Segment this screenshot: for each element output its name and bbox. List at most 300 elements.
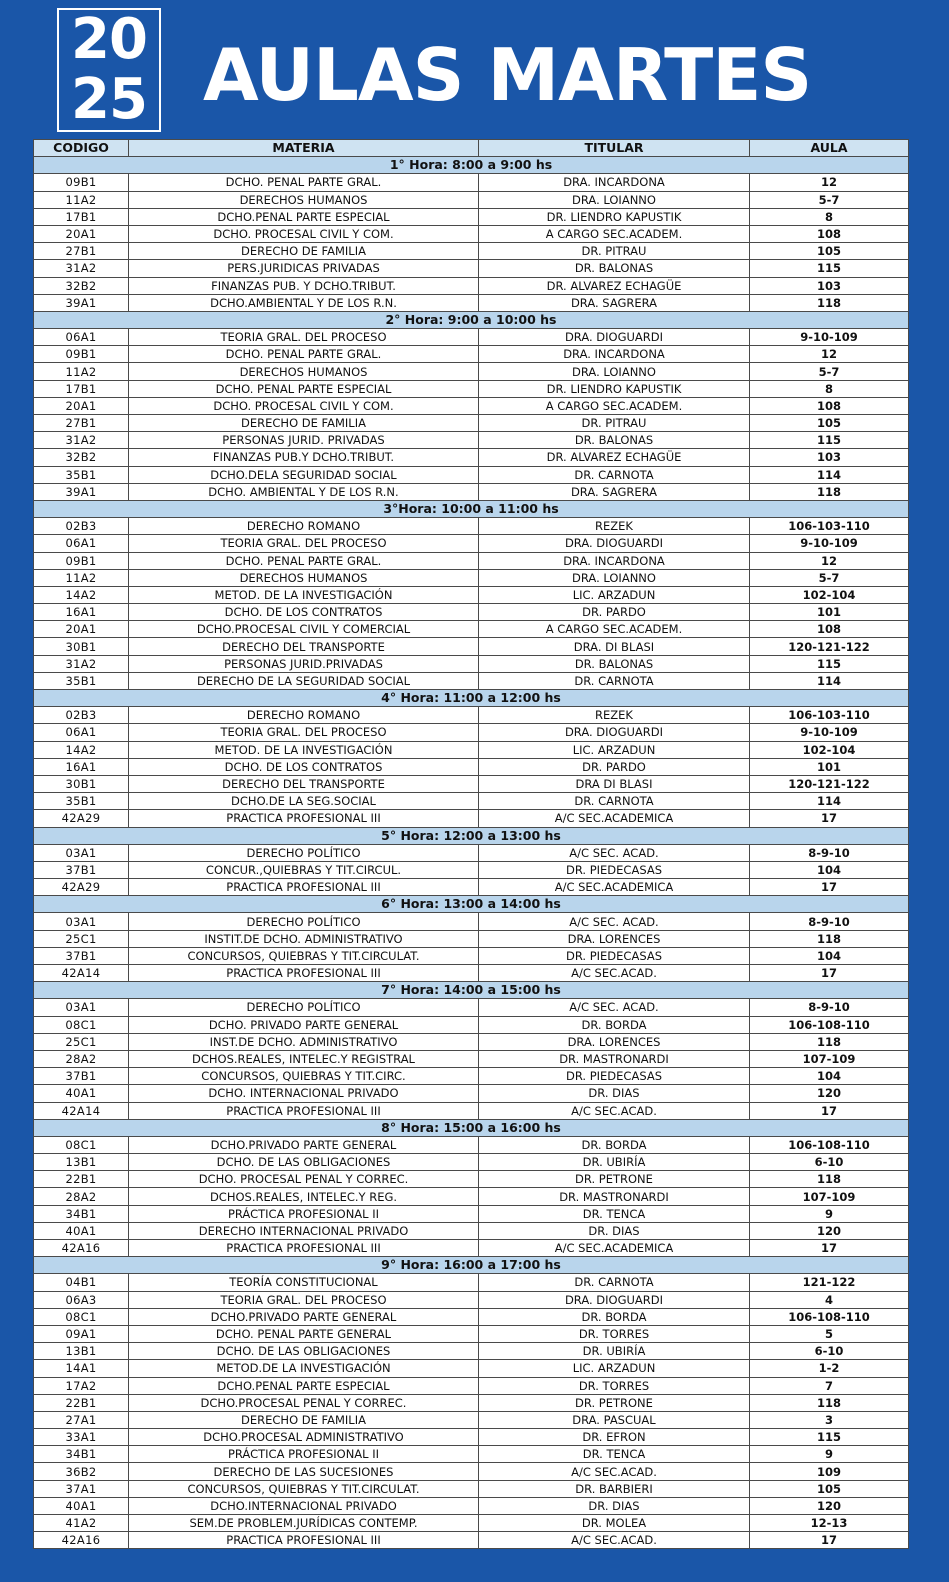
cell-codigo: 28A2	[34, 1188, 129, 1205]
cell-codigo: 36B2	[34, 1463, 129, 1480]
cell-materia: DCHO. DE LOS CONTRATOS	[129, 604, 479, 621]
cell-codigo: 09A1	[34, 1325, 129, 1342]
table-row	[34, 1515, 909, 1532]
cell-materia: DCHO.INTERNACIONAL PRIVADO	[129, 1497, 479, 1514]
cell-aula: 115	[750, 260, 909, 277]
cell-codigo: 09B1	[34, 346, 129, 363]
table-row	[34, 655, 909, 672]
cell-codigo: 03A1	[34, 999, 129, 1016]
table-row	[34, 741, 909, 758]
cell-titular: DR. DIAS	[479, 1222, 750, 1239]
cell-titular: DR. PETRONE	[479, 1394, 750, 1411]
cell-titular: DRA. INCARDONA	[479, 346, 750, 363]
cell-materia: DCHO.DELA SEGURIDAD SOCIAL	[129, 466, 479, 483]
cell-titular: A/C SEC.ACAD.	[479, 1463, 750, 1480]
cell-materia: PRÁCTICA PROFESIONAL II	[129, 1205, 479, 1222]
cell-codigo: 28A2	[34, 1050, 129, 1067]
cell-titular: DR. TENCA	[479, 1205, 750, 1222]
table-row	[34, 397, 909, 414]
table-row	[34, 1274, 909, 1291]
cell-codigo: 42A14	[34, 965, 129, 982]
table-row	[34, 346, 909, 363]
cell-codigo: 20A1	[34, 225, 129, 242]
cell-aula: 12	[750, 346, 909, 363]
table-row	[34, 672, 909, 689]
cell-titular: A/C SEC.ACAD.	[479, 1532, 750, 1549]
table-row	[34, 621, 909, 638]
table-row	[34, 225, 909, 242]
cell-titular: DRA. DIOGUARDI	[479, 724, 750, 741]
cell-aula: 8	[750, 208, 909, 225]
table-row	[34, 449, 909, 466]
cell-aula: 118	[750, 1394, 909, 1411]
hour-label: 5° Hora: 12:00 a 13:00 hs	[34, 827, 909, 844]
table-row	[34, 844, 909, 861]
cell-titular: REZEK	[479, 518, 750, 535]
cell-titular: DR. BARBIERI	[479, 1480, 750, 1497]
cell-materia: DERECHO POLÍTICO	[129, 999, 479, 1016]
cell-codigo: 42A16	[34, 1532, 129, 1549]
cell-materia: DERECHO ROMANO	[129, 518, 479, 535]
cell-aula: 120	[750, 1497, 909, 1514]
cell-codigo: 31A2	[34, 260, 129, 277]
table-row	[34, 1222, 909, 1239]
cell-codigo: 34B1	[34, 1446, 129, 1463]
cell-titular: DR. PIEDECASAS	[479, 947, 750, 964]
cell-materia: PRACTICA PROFESIONAL III	[129, 1240, 479, 1257]
cell-codigo: 33A1	[34, 1429, 129, 1446]
year-badge	[57, 8, 161, 132]
hour-label: 8° Hora: 15:00 a 16:00 hs	[34, 1119, 909, 1136]
cell-aula: 115	[750, 655, 909, 672]
cell-codigo: 09B1	[34, 174, 129, 191]
cell-titular: A/C SEC. ACAD.	[479, 913, 750, 930]
cell-aula: 118	[750, 1033, 909, 1050]
table-row	[34, 432, 909, 449]
table-row	[34, 1136, 909, 1153]
cell-titular: DRA. LOIANNO	[479, 569, 750, 586]
cell-codigo: 06A1	[34, 724, 129, 741]
cell-titular: DRA DI BLASI	[479, 775, 750, 792]
cell-aula: 106-108-110	[750, 1308, 909, 1325]
cell-materia: PERS.JURIDICAS PRIVADAS	[129, 260, 479, 277]
cell-titular: DRA. DIOGUARDI	[479, 329, 750, 346]
cell-aula: 118	[750, 930, 909, 947]
cell-materia: PRACTICA PROFESIONAL III	[129, 1532, 479, 1549]
cell-titular: DR. UBIRÍA	[479, 1154, 750, 1171]
cell-codigo: 09B1	[34, 552, 129, 569]
table-row	[34, 879, 909, 896]
cell-materia: DCHO. PRIVADO PARTE GENERAL	[129, 1016, 479, 1033]
cell-materia: DCHO.DE LA SEG.SOCIAL	[129, 793, 479, 810]
cell-codigo: 34B1	[34, 1205, 129, 1222]
table-row	[34, 1085, 909, 1102]
cell-titular: DR. ALVAREZ ECHAGÜE	[479, 449, 750, 466]
table-row	[34, 638, 909, 655]
cell-titular: DR. PITRAU	[479, 243, 750, 260]
cell-codigo: 08C1	[34, 1308, 129, 1325]
cell-codigo: 17A2	[34, 1377, 129, 1394]
cell-materia: INSTIT.DE DCHO. ADMINISTRATIVO	[129, 930, 479, 947]
table-row	[34, 1240, 909, 1257]
cell-codigo: 35B1	[34, 672, 129, 689]
table-row	[34, 1033, 909, 1050]
cell-materia: DERECHO DE FAMILIA	[129, 1411, 479, 1428]
table-row	[34, 861, 909, 878]
cell-materia: TEORIA GRAL. DEL PROCESO	[129, 329, 479, 346]
table-row	[34, 552, 909, 569]
cell-titular: DR. MOLEA	[479, 1515, 750, 1532]
cell-materia: CONCURSOS, QUIEBRAS Y TIT.CIRC.	[129, 1068, 479, 1085]
table-row	[34, 1446, 909, 1463]
cell-codigo: 17B1	[34, 380, 129, 397]
cell-materia: DERECHOS HUMANOS	[129, 569, 479, 586]
cell-materia: DCHO. PENAL PARTE GRAL.	[129, 552, 479, 569]
cell-titular: A CARGO SEC.ACADEM.	[479, 397, 750, 414]
cell-codigo: 35B1	[34, 793, 129, 810]
cell-aula: 5-7	[750, 569, 909, 586]
cell-codigo: 04B1	[34, 1274, 129, 1291]
cell-codigo: 42A29	[34, 879, 129, 896]
table-row	[34, 569, 909, 586]
cell-materia: DCHOS.REALES, INTELEC.Y REG.	[129, 1188, 479, 1205]
cell-codigo: 06A1	[34, 329, 129, 346]
cell-titular: DR. BALONAS	[479, 432, 750, 449]
cell-materia: DCHO. PENAL PARTE GRAL.	[129, 174, 479, 191]
cell-codigo: 42A29	[34, 810, 129, 827]
cell-titular: DRA. PASCUAL	[479, 1411, 750, 1428]
table-row	[34, 174, 909, 191]
cell-codigo: 08C1	[34, 1136, 129, 1153]
cell-aula: 8	[750, 380, 909, 397]
cell-materia: PERSONAS JURID.PRIVADAS	[129, 655, 479, 672]
cell-aula: 5-7	[750, 191, 909, 208]
cell-materia: CONCURSOS, QUIEBRAS Y TIT.CIRCULAT.	[129, 1480, 479, 1497]
cell-titular: A/C SEC.ACAD.	[479, 965, 750, 982]
table-row	[34, 1429, 909, 1446]
cell-materia: DCHO.PENAL PARTE ESPECIAL	[129, 1377, 479, 1394]
cell-materia: DERECHO DE FAMILIA	[129, 415, 479, 432]
cell-titular: DR. CARNOTA	[479, 793, 750, 810]
cell-codigo: 17B1	[34, 208, 129, 225]
cell-titular: A/C SEC.ACADEMICA	[479, 879, 750, 896]
cell-titular: DR. PARDO	[479, 604, 750, 621]
cell-codigo: 02B3	[34, 518, 129, 535]
hour-row	[34, 896, 909, 913]
cell-materia: DERECHO DE FAMILIA	[129, 243, 479, 260]
cell-titular: DR. DIAS	[479, 1497, 750, 1514]
cell-codigo: 42A16	[34, 1240, 129, 1257]
cell-materia: DERECHO DEL TRANSPORTE	[129, 775, 479, 792]
cell-materia: DCHO. PROCESAL CIVIL Y COM.	[129, 225, 479, 242]
cell-materia: PERSONAS JURID. PRIVADAS	[129, 432, 479, 449]
cell-codigo: 13B1	[34, 1154, 129, 1171]
cell-codigo: 03A1	[34, 913, 129, 930]
cell-aula: 6-10	[750, 1343, 909, 1360]
cell-materia: DERECHOS HUMANOS	[129, 191, 479, 208]
cell-titular: DRA. INCARDONA	[479, 552, 750, 569]
table-row	[34, 518, 909, 535]
cell-materia: DCHO.PRIVADO PARTE GENERAL	[129, 1136, 479, 1153]
hour-row	[34, 982, 909, 999]
cell-aula: 118	[750, 483, 909, 500]
cell-aula: 120-121-122	[750, 638, 909, 655]
table-row	[34, 277, 909, 294]
cell-titular: DR. LIENDRO KAPUSTIK	[479, 208, 750, 225]
cell-codigo: 14A2	[34, 586, 129, 603]
cell-aula: 17	[750, 965, 909, 982]
table-row	[34, 1050, 909, 1067]
cell-codigo: 40A1	[34, 1222, 129, 1239]
cell-materia: DERECHO DE LA SEGURIDAD SOCIAL	[129, 672, 479, 689]
cell-codigo: 37B1	[34, 947, 129, 964]
cell-aula: 106-108-110	[750, 1016, 909, 1033]
cell-titular: DRA. DIOGUARDI	[479, 1291, 750, 1308]
table-row	[34, 1463, 909, 1480]
header-row	[34, 140, 909, 157]
cell-codigo: 31A2	[34, 432, 129, 449]
cell-aula: 115	[750, 432, 909, 449]
cell-materia: FINANZAS PUB.Y DCHO.TRIBUT.	[129, 449, 479, 466]
table-row	[34, 1171, 909, 1188]
cell-titular: DR. CARNOTA	[479, 1274, 750, 1291]
cell-aula: 104	[750, 947, 909, 964]
cell-materia: PRACTICA PROFESIONAL III	[129, 1102, 479, 1119]
hour-row	[34, 827, 909, 844]
hour-label: 3°Hora: 10:00 a 11:00 hs	[34, 500, 909, 517]
table-row	[34, 1188, 909, 1205]
hour-row	[34, 500, 909, 517]
hour-row	[34, 157, 909, 174]
cell-titular: DR. PITRAU	[479, 415, 750, 432]
cell-aula: 7	[750, 1377, 909, 1394]
hour-row	[34, 1257, 909, 1274]
table-row	[34, 1291, 909, 1308]
cell-materia: DCHO. INTERNACIONAL PRIVADO	[129, 1085, 479, 1102]
cell-codigo: 39A1	[34, 483, 129, 500]
cell-materia: METOD. DE LA INVESTIGACIÓN	[129, 741, 479, 758]
cell-codigo: 03A1	[34, 844, 129, 861]
cell-titular: DR. MASTRONARDI	[479, 1188, 750, 1205]
cell-aula: 108	[750, 397, 909, 414]
cell-aula: 120	[750, 1085, 909, 1102]
cell-titular: DR. LIENDRO KAPUSTIK	[479, 380, 750, 397]
cell-aula: 9	[750, 1446, 909, 1463]
cell-codigo: 32B2	[34, 449, 129, 466]
cell-codigo: 11A2	[34, 363, 129, 380]
cell-titular: A/C SEC.ACAD.	[479, 1102, 750, 1119]
table-row	[34, 604, 909, 621]
table-row	[34, 1480, 909, 1497]
table-row	[34, 208, 909, 225]
cell-aula: 104	[750, 1068, 909, 1085]
hour-label: 1° Hora: 8:00 a 9:00 hs	[34, 157, 909, 174]
cell-codigo: 37B1	[34, 1068, 129, 1085]
cell-titular: DRA. LOIANNO	[479, 191, 750, 208]
cell-titular: DR. PETRONE	[479, 1171, 750, 1188]
cell-materia: PRACTICA PROFESIONAL III	[129, 810, 479, 827]
cell-titular: DRA. INCARDONA	[479, 174, 750, 191]
schedule-table	[33, 139, 909, 1549]
table-row	[34, 1205, 909, 1222]
table-row	[34, 1497, 909, 1514]
table-row	[34, 363, 909, 380]
cell-aula: 17	[750, 1532, 909, 1549]
cell-materia: DERECHO POLÍTICO	[129, 913, 479, 930]
table-row	[34, 415, 909, 432]
cell-titular: DR. BALONAS	[479, 655, 750, 672]
cell-codigo: 27B1	[34, 243, 129, 260]
cell-materia: SEM.DE PROBLEM.JURÍDICAS CONTEMP.	[129, 1515, 479, 1532]
table-row	[34, 483, 909, 500]
cell-materia: DCHO.PRIVADO PARTE GENERAL	[129, 1308, 479, 1325]
cell-materia: INST.DE DCHO. ADMINISTRATIVO	[129, 1033, 479, 1050]
cell-aula: 8-9-10	[750, 999, 909, 1016]
year-top: 20	[71, 7, 147, 72]
cell-codigo: 14A2	[34, 741, 129, 758]
cell-titular: DR. ALVAREZ ECHAGÜE	[479, 277, 750, 294]
table-row	[34, 535, 909, 552]
cell-aula: 102-104	[750, 586, 909, 603]
cell-materia: METOD. DE LA INVESTIGACIÓN	[129, 586, 479, 603]
table-row	[34, 999, 909, 1016]
cell-aula: 107-109	[750, 1188, 909, 1205]
table-row	[34, 1394, 909, 1411]
cell-titular: LIC. ARZADUN	[479, 1360, 750, 1377]
cell-codigo: 41A2	[34, 1515, 129, 1532]
cell-titular: DRA. SAGRERA	[479, 294, 750, 311]
cell-materia: DERECHO DEL TRANSPORTE	[129, 638, 479, 655]
cell-codigo: 25C1	[34, 930, 129, 947]
cell-materia: DERECHO DE LAS SUCESIONES	[129, 1463, 479, 1480]
cell-materia: DERECHO ROMANO	[129, 707, 479, 724]
cell-titular: A/C SEC. ACAD.	[479, 999, 750, 1016]
cell-materia: DCHO. DE LAS OBLIGACIONES	[129, 1154, 479, 1171]
cell-materia: DERECHOS HUMANOS	[129, 363, 479, 380]
cell-aula: 3	[750, 1411, 909, 1428]
cell-materia: DCHO. DE LOS CONTRATOS	[129, 758, 479, 775]
cell-titular: A CARGO SEC.ACADEM.	[479, 621, 750, 638]
cell-aula: 114	[750, 793, 909, 810]
cell-aula: 8-9-10	[750, 844, 909, 861]
cell-materia: DCHO.PROCESAL PENAL Y CORREC.	[129, 1394, 479, 1411]
year-bottom: 25	[71, 67, 147, 132]
cell-aula: 114	[750, 672, 909, 689]
cell-aula: 108	[750, 621, 909, 638]
cell-materia: DCHO.PROCESAL ADMINISTRATIVO	[129, 1429, 479, 1446]
header-aula: AULA	[750, 140, 909, 157]
cell-codigo: 06A1	[34, 535, 129, 552]
cell-codigo: 35B1	[34, 466, 129, 483]
cell-aula: 106-103-110	[750, 707, 909, 724]
cell-aula: 5-7	[750, 363, 909, 380]
table-row	[34, 466, 909, 483]
cell-materia: TEORÍA CONSTITUCIONAL	[129, 1274, 479, 1291]
cell-codigo: 25C1	[34, 1033, 129, 1050]
cell-materia: FINANZAS PUB. Y DCHO.TRIBUT.	[129, 277, 479, 294]
cell-aula: 106-103-110	[750, 518, 909, 535]
table-row	[34, 930, 909, 947]
table-row	[34, 724, 909, 741]
cell-aula: 12-13	[750, 1515, 909, 1532]
hour-label: 9° Hora: 16:00 a 17:00 hs	[34, 1257, 909, 1274]
hour-row	[34, 311, 909, 328]
cell-aula: 102-104	[750, 741, 909, 758]
cell-titular: DR. TENCA	[479, 1446, 750, 1463]
cell-materia: METOD.DE LA INVESTIGACIÓN	[129, 1360, 479, 1377]
cell-aula: 105	[750, 415, 909, 432]
cell-titular: DR. MASTRONARDI	[479, 1050, 750, 1067]
cell-materia: TEORIA GRAL. DEL PROCESO	[129, 724, 479, 741]
cell-titular: REZEK	[479, 707, 750, 724]
table-row	[34, 380, 909, 397]
cell-titular: DR. TORRES	[479, 1325, 750, 1342]
cell-aula: 8-9-10	[750, 913, 909, 930]
cell-materia: PRACTICA PROFESIONAL III	[129, 965, 479, 982]
hour-row	[34, 1119, 909, 1136]
cell-titular: LIC. ARZADUN	[479, 586, 750, 603]
cell-titular: DR. EFRON	[479, 1429, 750, 1446]
cell-materia: DCHO.PROCESAL CIVIL Y COMERCIAL	[129, 621, 479, 638]
cell-codigo: 06A3	[34, 1291, 129, 1308]
table-row	[34, 913, 909, 930]
cell-aula: 4	[750, 1291, 909, 1308]
cell-aula: 17	[750, 1240, 909, 1257]
cell-codigo: 40A1	[34, 1497, 129, 1514]
cell-codigo: 27B1	[34, 415, 129, 432]
cell-aula: 109	[750, 1463, 909, 1480]
cell-codigo: 27A1	[34, 1411, 129, 1428]
cell-codigo: 11A2	[34, 569, 129, 586]
cell-aula: 101	[750, 758, 909, 775]
cell-aula: 17	[750, 810, 909, 827]
cell-codigo: 20A1	[34, 621, 129, 638]
cell-codigo: 22B1	[34, 1394, 129, 1411]
cell-aula: 121-122	[750, 1274, 909, 1291]
cell-aula: 9-10-109	[750, 329, 909, 346]
cell-titular: DRA. DI BLASI	[479, 638, 750, 655]
cell-materia: DCHO.AMBIENTAL Y DE LOS R.N.	[129, 294, 479, 311]
cell-aula: 118	[750, 1171, 909, 1188]
cell-aula: 101	[750, 604, 909, 621]
cell-aula: 120	[750, 1222, 909, 1239]
cell-materia: CONCUR.,QUIEBRAS Y TIT.CIRCUL.	[129, 861, 479, 878]
cell-materia: DCHO. AMBIENTAL Y DE LOS R.N.	[129, 483, 479, 500]
cell-aula: 115	[750, 1429, 909, 1446]
table-row	[34, 707, 909, 724]
table-row	[34, 260, 909, 277]
table-row	[34, 586, 909, 603]
cell-titular: DR. TORRES	[479, 1377, 750, 1394]
cell-materia: TEORIA GRAL. DEL PROCESO	[129, 535, 479, 552]
cell-aula: 104	[750, 861, 909, 878]
cell-aula: 103	[750, 449, 909, 466]
cell-codigo: 32B2	[34, 277, 129, 294]
cell-materia: CONCURSOS, QUIEBRAS Y TIT.CIRCULAT.	[129, 947, 479, 964]
cell-titular: DR. PARDO	[479, 758, 750, 775]
table-row	[34, 1532, 909, 1549]
cell-aula: 107-109	[750, 1050, 909, 1067]
hour-label: 2° Hora: 9:00 a 10:00 hs	[34, 311, 909, 328]
cell-materia: DCHO. DE LAS OBLIGACIONES	[129, 1343, 479, 1360]
cell-materia: DCHO. PROCESAL CIVIL Y COM.	[129, 397, 479, 414]
cell-aula: 105	[750, 1480, 909, 1497]
table-row	[34, 1325, 909, 1342]
cell-titular: A/C SEC. ACAD.	[479, 844, 750, 861]
table-row	[34, 329, 909, 346]
table-row	[34, 294, 909, 311]
cell-titular: LIC. ARZADUN	[479, 741, 750, 758]
